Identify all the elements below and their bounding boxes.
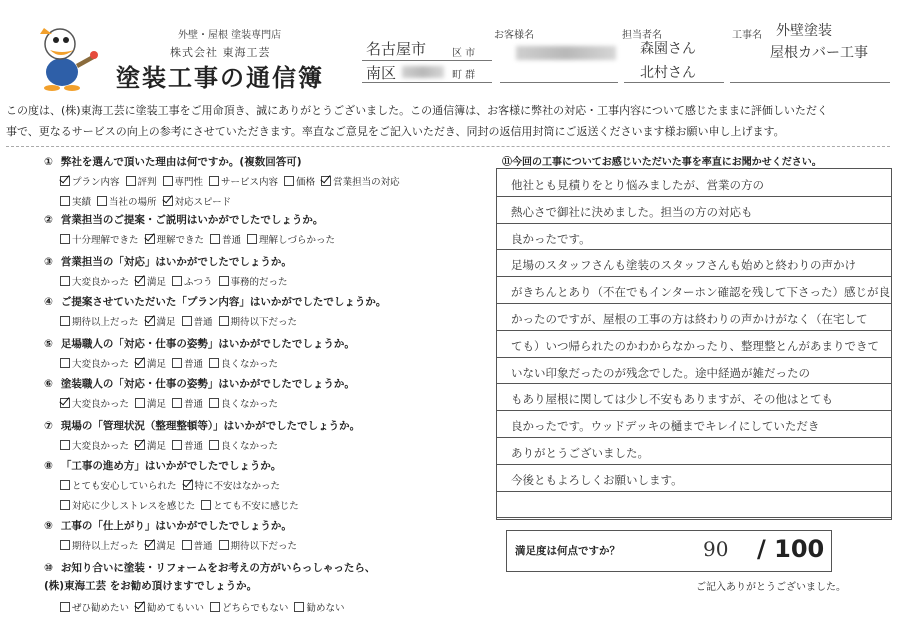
score-box: [506, 530, 832, 572]
comment-rule: [497, 410, 891, 411]
option-label: 普通: [184, 441, 204, 452]
option-label: 勧めてもいい: [147, 603, 205, 614]
checkbox[interactable]: [172, 398, 182, 408]
checkbox[interactable]: [209, 398, 219, 408]
checkbox[interactable]: [172, 358, 182, 368]
option-item[interactable]: [210, 232, 241, 246]
option-item[interactable]: [172, 438, 203, 452]
checkbox[interactable]: [209, 440, 219, 450]
question-block: [44, 254, 292, 288]
option-label: とても不安に感じた: [213, 501, 299, 512]
option-item[interactable]: [126, 174, 157, 188]
option-label: 期待以上だった: [72, 317, 139, 328]
option-item[interactable]: [135, 438, 166, 452]
staff-underline: [624, 82, 724, 83]
comment-rule: [497, 491, 891, 492]
comment-rule: [497, 223, 891, 224]
option-item[interactable]: [60, 478, 177, 492]
question-sublabel: (株)東海工芸 をお勧め頂けますでしょうか。: [44, 580, 258, 592]
question-block: [44, 294, 387, 328]
comment-line: もあり屋根に関しては少し不安もありますが、その他はとても: [511, 392, 833, 407]
score-value: 90: [703, 537, 729, 561]
option-label: 期待以下だった: [230, 541, 298, 552]
checkbox-checked[interactable]: [163, 196, 173, 206]
question-block: [44, 418, 361, 452]
option-item[interactable]: [60, 600, 129, 614]
work-value-2: 屋根カバー工事: [770, 45, 868, 61]
option-item[interactable]: [97, 194, 157, 208]
checkbox-checked[interactable]: [135, 358, 145, 368]
option-label: 良くなかった: [221, 399, 279, 410]
comment-rule: [497, 437, 891, 438]
town-underline: [362, 82, 492, 83]
comment-line: 今後ともよろしくお願いします。: [511, 472, 683, 487]
option-item[interactable]: [163, 174, 204, 188]
option-label: 実績: [72, 197, 92, 208]
mascot-logo: [30, 20, 100, 92]
question-label: 塗装職人の「対応・仕事の姿勢」はいかがでしたでしょうか。: [60, 378, 355, 390]
question-block: [44, 376, 355, 410]
option-row: [60, 478, 280, 492]
option-item[interactable]: [321, 174, 400, 188]
option-label: 専門性: [174, 177, 204, 188]
option-label: 価格: [296, 177, 316, 188]
option-item[interactable]: [209, 438, 278, 452]
checkbox[interactable]: [210, 234, 220, 244]
comment-line: ありがとうございました。: [511, 446, 649, 460]
question-label: 足場職人の「対応・仕事の姿勢」はいかがでしたでしょうか。: [60, 338, 355, 350]
option-label: 特に不安はなかった: [194, 481, 281, 492]
checkbox[interactable]: [219, 276, 229, 286]
checkbox[interactable]: [60, 500, 70, 510]
option-label: プラン内容: [72, 177, 120, 188]
score-max: / 100: [757, 535, 825, 563]
intro-line-2: 事で、更なるサービスの向上の参考にさせていただきます。率直なご意見をご記入いただき、同封の返信用封筒にご返送くださいます様お願い申し上げます。: [6, 125, 785, 138]
work-value-1: 外壁塗装: [776, 23, 832, 39]
checkbox[interactable]: [60, 316, 70, 326]
comment-line: 熱心さで御社に決めました。担当の方の対応も: [511, 204, 753, 219]
comment-rule: [497, 464, 891, 465]
checkbox[interactable]: [172, 276, 182, 286]
question-number: ⑧: [44, 460, 53, 472]
comment-rule: [497, 196, 891, 197]
question-block: [44, 560, 376, 614]
option-item[interactable]: [209, 396, 278, 410]
checkbox[interactable]: [60, 602, 70, 612]
option-item[interactable]: [60, 194, 91, 208]
work-underline: [730, 82, 890, 83]
option-item[interactable]: [60, 538, 139, 552]
checkbox-checked[interactable]: [145, 316, 155, 326]
question-number: ⑩: [44, 562, 53, 574]
comment-rule: [497, 303, 891, 304]
option-label: 十分理解できた: [72, 235, 139, 246]
company-name: 株式会社 東海工芸: [170, 46, 271, 59]
option-label: 満足: [147, 359, 167, 370]
option-row: [60, 600, 344, 614]
option-item[interactable]: [182, 314, 213, 328]
city-underline: [362, 60, 492, 61]
checkbox[interactable]: [126, 176, 136, 186]
question-label: ご提案させていただいた「プラン内容」はいかがでしたでしょうか。: [60, 296, 387, 308]
option-item[interactable]: [284, 174, 315, 188]
checkbox[interactable]: [60, 480, 70, 490]
option-label: 大変良かった: [72, 359, 130, 370]
checkbox[interactable]: [97, 196, 107, 206]
option-item[interactable]: [209, 356, 278, 370]
question-label: 営業担当の「対応」はいかがでしたでしょうか。: [60, 256, 292, 268]
comment-line: いない印象だったのが残念でした。途中経過が雑だったの: [511, 365, 810, 380]
question-block: [44, 458, 299, 512]
question-label: 「工事の進め方」はいかがでしたでしょうか。: [60, 460, 282, 472]
page-title: 塗装工事の通信簿: [116, 63, 324, 92]
checkbox-checked[interactable]: [183, 480, 193, 490]
option-label: 普通: [184, 359, 204, 370]
question-number: ②: [44, 214, 53, 226]
option-item[interactable]: [145, 538, 176, 552]
option-item[interactable]: [60, 498, 195, 512]
option-item[interactable]: [60, 438, 129, 452]
checkbox[interactable]: [209, 176, 219, 186]
option-item[interactable]: [183, 478, 281, 492]
checkbox-checked[interactable]: [60, 398, 70, 408]
option-label: 満足: [156, 541, 176, 552]
staff-label: 担当者名: [622, 30, 662, 41]
option-label: 満足: [147, 399, 167, 410]
checkbox-checked[interactable]: [60, 176, 70, 186]
question-block: [44, 518, 298, 552]
option-label: 満足: [147, 441, 167, 452]
checkbox[interactable]: [60, 358, 70, 368]
question-block: [44, 154, 400, 208]
option-label: 勧めない: [306, 603, 345, 614]
checkbox[interactable]: [210, 602, 220, 612]
checkbox-checked[interactable]: [135, 440, 145, 450]
option-item[interactable]: [60, 274, 129, 288]
option-label: 期待以下だった: [230, 317, 298, 328]
option-item[interactable]: [163, 194, 232, 208]
redacted-town: [402, 66, 444, 78]
checkbox-checked[interactable]: [135, 276, 145, 286]
option-label: 普通: [193, 541, 213, 552]
checkbox[interactable]: [182, 316, 192, 326]
comment-line: 良かったです。: [511, 231, 591, 246]
intro-divider: [6, 146, 890, 147]
question-block: [44, 212, 336, 246]
option-row: [60, 274, 288, 288]
staff-value-1: 森園さん: [640, 41, 696, 57]
option-row: [60, 396, 278, 410]
option-label: 大変良かった: [72, 441, 130, 452]
city-label: 区 市: [452, 48, 476, 59]
checkbox[interactable]: [219, 540, 229, 550]
option-label: 普通: [193, 317, 213, 328]
option-label: 理解しづらかった: [259, 235, 336, 246]
option-row: [60, 232, 335, 246]
question-label: 工事の「仕上がり」はいかがでしたでしょうか。: [60, 520, 292, 532]
question-text: [44, 518, 292, 533]
question-text: [44, 254, 292, 269]
option-label: 対応スピード: [174, 197, 232, 208]
checkbox[interactable]: [284, 176, 294, 186]
ward-value: 南区: [366, 64, 397, 82]
question-text: [44, 560, 375, 575]
option-item[interactable]: [219, 538, 298, 552]
option-row: [60, 194, 231, 208]
option-label: ふつう: [184, 277, 213, 288]
checkbox-checked[interactable]: [321, 176, 331, 186]
question-number: ①: [44, 156, 53, 168]
comment-rule: [497, 517, 891, 518]
work-label: 工事名: [732, 30, 762, 41]
option-label: ぜひ勧めたい: [72, 603, 130, 614]
option-item[interactable]: [219, 274, 288, 288]
comment-line: がきちんとあり（不在でもインターホン確認を残して下さった）感じが良: [511, 285, 891, 300]
customer-underline: [500, 82, 618, 83]
option-label: 対応に少しストレスを感じた: [72, 501, 196, 512]
intro-line-1: この度は、(株)東海工芸に塗装工事をご用命頂き、誠にありがとうございました。この通信簿は、お客様に弊社の対応・工事内容について感じたままに評価しいただく: [6, 104, 828, 117]
option-row: [60, 174, 400, 188]
question-text: [44, 336, 355, 351]
checkbox-checked[interactable]: [145, 540, 155, 550]
option-label: 普通: [222, 235, 242, 246]
option-item[interactable]: [145, 232, 205, 246]
option-label: 当社の場所: [109, 197, 157, 208]
option-item[interactable]: [60, 396, 129, 410]
option-label: 営業担当の対応: [333, 177, 400, 188]
comments-heading: ⑪今回の工事についてお感じいただいた事を率直にお聞かせください。: [502, 157, 822, 168]
option-label: どちらでもない: [222, 603, 289, 614]
option-label: 良くなかった: [221, 359, 279, 370]
comment-rule: [497, 383, 891, 384]
comment-rule: [497, 276, 891, 277]
footer-thanks: ご記入ありがとうございました。: [696, 582, 846, 593]
checkbox[interactable]: [60, 540, 70, 550]
option-item[interactable]: [135, 356, 166, 370]
option-row: [60, 538, 297, 552]
option-row: [60, 314, 297, 328]
question-number: ③: [44, 256, 53, 268]
comment-line: 良かったです。ウッドデッキの樋までキレイにしていただき: [511, 419, 820, 434]
checkbox[interactable]: [294, 602, 304, 612]
question-label: 現場の「管理状況（整理整頓等）」はいかがでしたでしょうか。: [60, 420, 361, 432]
option-item[interactable]: [60, 356, 129, 370]
city-value: 名古屋市: [366, 40, 427, 58]
question-number: ⑤: [44, 338, 53, 350]
checkbox[interactable]: [60, 196, 70, 206]
comment-rule: [497, 249, 891, 250]
question-number: ⑨: [44, 520, 53, 532]
checkbox[interactable]: [219, 316, 229, 326]
option-item[interactable]: [210, 600, 288, 614]
option-label: 理解できた: [156, 235, 205, 246]
option-item[interactable]: [247, 232, 335, 246]
comment-line: 他社とも見積りをとり悩みましたが、営業の方の: [511, 178, 764, 192]
question-text: [44, 294, 386, 309]
option-label: 良くなかった: [221, 441, 279, 452]
checkbox[interactable]: [60, 440, 70, 450]
checkbox[interactable]: [135, 398, 145, 408]
question-text: [44, 458, 281, 473]
score-label: 満足度は何点ですか？: [515, 545, 620, 557]
comment-rule: [497, 330, 891, 331]
staff-value-2: 北村さん: [640, 65, 696, 81]
option-label: とても安心していられた: [72, 481, 177, 492]
question-label: お知り合いに塗装・リフォームをお考えの方がいらっしゃったら、: [60, 562, 376, 574]
option-label: 満足: [156, 317, 176, 328]
comment-line: 足場のスタッフさんも塗装のスタッフさんも始めと終わりの声かけ: [511, 258, 856, 273]
checkbox-checked[interactable]: [135, 602, 145, 612]
option-item[interactable]: [182, 538, 213, 552]
comment-line: ても）いつ帰られたのかわからなかったり、整理整とんがあまりできて: [511, 338, 879, 353]
tagline: 外壁・屋根 塗装専門店: [178, 30, 282, 41]
option-item[interactable]: [201, 498, 299, 512]
checkbox[interactable]: [182, 540, 192, 550]
question-number: ⑦: [44, 420, 53, 432]
option-label: 期待以上だった: [72, 541, 139, 552]
question-block: [44, 336, 355, 370]
option-item[interactable]: [172, 274, 213, 288]
option-item[interactable]: [294, 600, 344, 614]
option-label: 普通: [184, 399, 204, 410]
option-item[interactable]: [145, 314, 176, 328]
checkbox[interactable]: [201, 500, 211, 510]
checkbox[interactable]: [172, 440, 182, 450]
question-number: ④: [44, 296, 53, 308]
option-label: 事務的だった: [230, 277, 288, 288]
option-item[interactable]: [219, 314, 298, 328]
checkbox[interactable]: [209, 358, 219, 368]
option-row: [60, 356, 278, 370]
question-text: [44, 418, 360, 433]
comment-rule: [497, 357, 891, 358]
option-label: 評判: [137, 177, 157, 188]
comments-box: [496, 168, 892, 520]
customer-label: お客様名: [494, 30, 534, 41]
option-label: サービス内容: [221, 177, 279, 188]
question-label: 営業担当のご提案・ご説明はいかがでしたでしょうか。: [60, 214, 324, 226]
question-text: [44, 212, 323, 227]
option-item[interactable]: [172, 356, 203, 370]
option-item[interactable]: [135, 396, 166, 410]
question-label: 弊社を選んで頂いた理由は何ですか。(複数回答可): [60, 156, 302, 168]
option-row: [60, 438, 278, 452]
option-item[interactable]: [135, 274, 166, 288]
checkbox[interactable]: [60, 276, 70, 286]
checkbox[interactable]: [163, 176, 173, 186]
option-item[interactable]: [60, 174, 120, 188]
checkbox[interactable]: [247, 234, 257, 244]
option-label: 大変良かった: [72, 399, 130, 410]
option-item[interactable]: [172, 396, 203, 410]
town-label: 町 群: [452, 70, 476, 81]
intro-text: [6, 100, 890, 142]
checkbox-checked[interactable]: [145, 234, 155, 244]
redacted-customer-name: [516, 46, 616, 60]
comment-line: かったのですが、屋根の工事の方は終わりの声かけがなく（在宅して: [511, 312, 868, 326]
option-row: [60, 498, 299, 512]
option-item[interactable]: [209, 174, 278, 188]
option-item[interactable]: [60, 314, 139, 328]
option-label: 大変良かった: [72, 277, 130, 288]
option-item[interactable]: [135, 600, 204, 614]
option-item[interactable]: [60, 232, 139, 246]
checkbox[interactable]: [60, 234, 70, 244]
question-text: [44, 154, 302, 169]
question-text: [44, 376, 355, 391]
option-label: 満足: [147, 277, 167, 288]
question-number: ⑥: [44, 378, 53, 390]
